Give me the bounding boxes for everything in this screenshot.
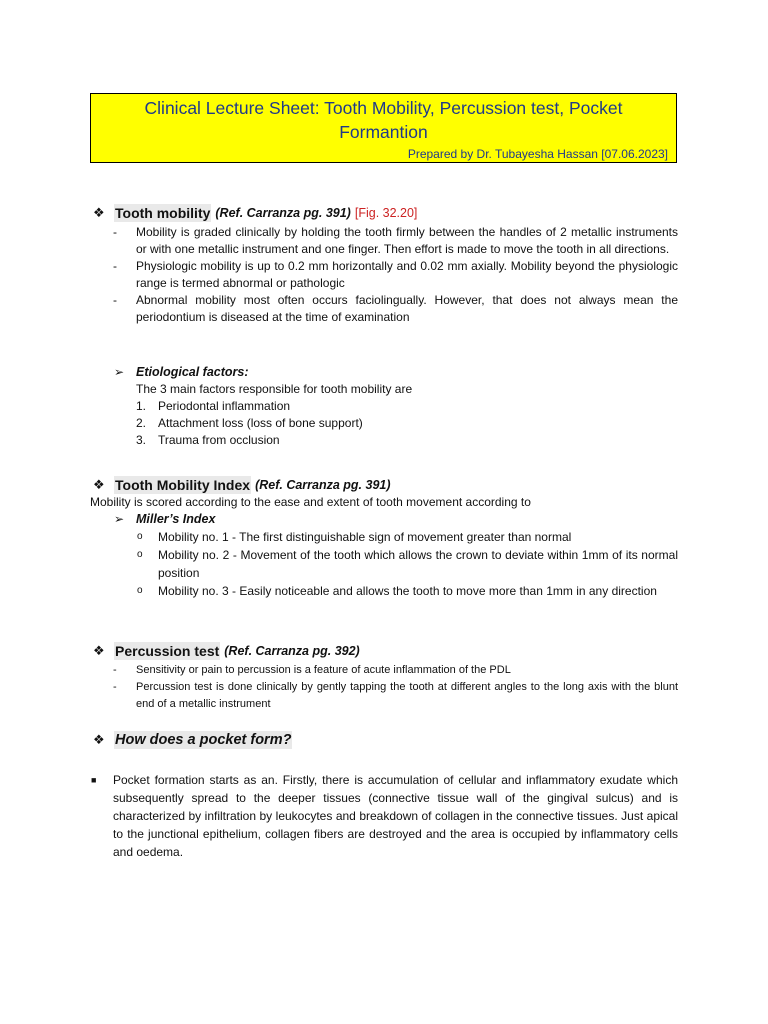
arrow-bullet-icon: ➢ <box>114 365 125 379</box>
list-item <box>90 546 678 582</box>
list-item <box>90 415 678 432</box>
arrow-bullet-icon: ➢ <box>114 512 125 526</box>
list-item <box>90 398 678 415</box>
list-text: Pocket formation starts as an. Firstly, there is accumulation of cellular and inflammatory exudate which subsequently spread to the deeper tissues (connective tissue wall of the gingival sulcus) and is characterized by infiltration by leukocytes and breakdown of collagen in the connective tissues. Just apical to the junctional epithelium, collagen fibers are destroyed and the area is occupied by inflammatory cells and oedema. <box>113 773 678 859</box>
subheading <box>114 364 678 381</box>
pocket-content <box>90 771 678 861</box>
list-number: 3. <box>136 433 147 447</box>
reference: (Ref. Carranza pg. 391) <box>255 478 391 492</box>
section-heading <box>90 476 678 494</box>
list-item: - Physiologic mobility is up to 0.2 mm horizontally and 0.02 mm axially. Mobility beyond the physiologic range is termed abnormal or pathologic <box>90 258 678 292</box>
heading-pocket-formation: How does a pocket form? <box>115 732 292 748</box>
section-etiological-factors <box>90 364 678 449</box>
list-text: Attachment loss (loss of bone support) <box>158 416 363 430</box>
section-heading <box>90 642 678 660</box>
list-item: - Abnormal mobility most often occurs faciolingually. However, that does not always mean the periodontium is diseased at the time of examination <box>90 292 678 326</box>
list-text: Mobility no. 2 - Movement of the tooth which allows the crown to deviate within 1mm of its normal position <box>158 548 678 580</box>
heading-etiological-factors: Etiological factors: <box>136 365 249 379</box>
list-text: Mobility no. 3 - Easily noticeable and allows the tooth to move more than 1mm in any direction <box>158 584 657 598</box>
reference: (Ref. Carranza pg. 391) <box>215 206 351 220</box>
list-text: Trauma from occlusion <box>158 433 280 447</box>
heading-mobility-index: Tooth Mobility Index <box>115 477 251 493</box>
section-heading <box>90 731 678 749</box>
section-pocket-formation <box>90 731 678 749</box>
list-item <box>90 528 678 546</box>
section-mobility-index <box>90 476 678 600</box>
diamond-bullet-icon: ❖ <box>93 643 105 658</box>
circle-bullet-icon: o <box>137 585 143 596</box>
subheading <box>114 511 678 528</box>
diamond-bullet-icon: ❖ <box>93 732 105 747</box>
section-tooth-mobility <box>90 204 678 326</box>
list-item <box>90 582 678 600</box>
etiological-factors-list <box>90 398 678 449</box>
reference: (Ref. Carranza pg. 392) <box>224 644 360 658</box>
millers-index-list <box>90 528 678 600</box>
page-title: Clinical Lecture Sheet: Tooth Mobility, Percussion test, Pocket Formantion <box>144 98 623 142</box>
heading-millers-index: Miller’s Index <box>136 512 216 526</box>
diamond-bullet-icon: ❖ <box>93 205 105 220</box>
section-heading <box>90 204 678 222</box>
etiological-intro: The 3 main factors responsible for tooth mobility are <box>136 382 413 396</box>
title-box <box>90 93 677 163</box>
list-item: - Mobility is graded clinically by holding the tooth firmly between the handles of 2 metallic instruments or with one metallic instrument and one finger. Then effort is made to move the tooth in all directions. <box>90 224 678 258</box>
list-number: 1. <box>136 399 147 413</box>
list-item: - Percussion test is done clinically by gently tapping the tooth at different angles to the long axis with the blunt end of a metallic instrument <box>90 679 678 713</box>
list-item: - Sensitivity or pain to percussion is a feature of acute inflammation of the PDL <box>90 662 678 679</box>
circle-bullet-icon: o <box>137 549 143 560</box>
figure-reference: [Fig. 32.20] <box>354 206 418 220</box>
section-percussion-test <box>90 642 678 713</box>
pocket-list <box>90 771 678 861</box>
list-number: 2. <box>136 416 147 430</box>
list-text: Mobility no. 1 - The first distinguishable sign of movement greater than normal <box>158 530 572 544</box>
diamond-bullet-icon: ❖ <box>93 477 105 492</box>
circle-bullet-icon: o <box>137 531 143 542</box>
list-item <box>90 432 678 449</box>
prepared-by: Prepared by Dr. Tubayesha Hassan [07.06.2023] <box>407 147 668 161</box>
list-item <box>90 771 678 861</box>
heading-percussion-test: Percussion test <box>115 643 220 659</box>
mobility-index-intro: Mobility is scored according to the ease and extent of tooth movement according to <box>90 495 531 509</box>
percussion-list <box>90 662 678 713</box>
heading-tooth-mobility: Tooth mobility <box>115 205 211 221</box>
list-text: Periodontal inflammation <box>158 399 291 413</box>
square-bullet-icon: ■ <box>91 775 97 785</box>
tooth-mobility-list <box>90 224 678 326</box>
